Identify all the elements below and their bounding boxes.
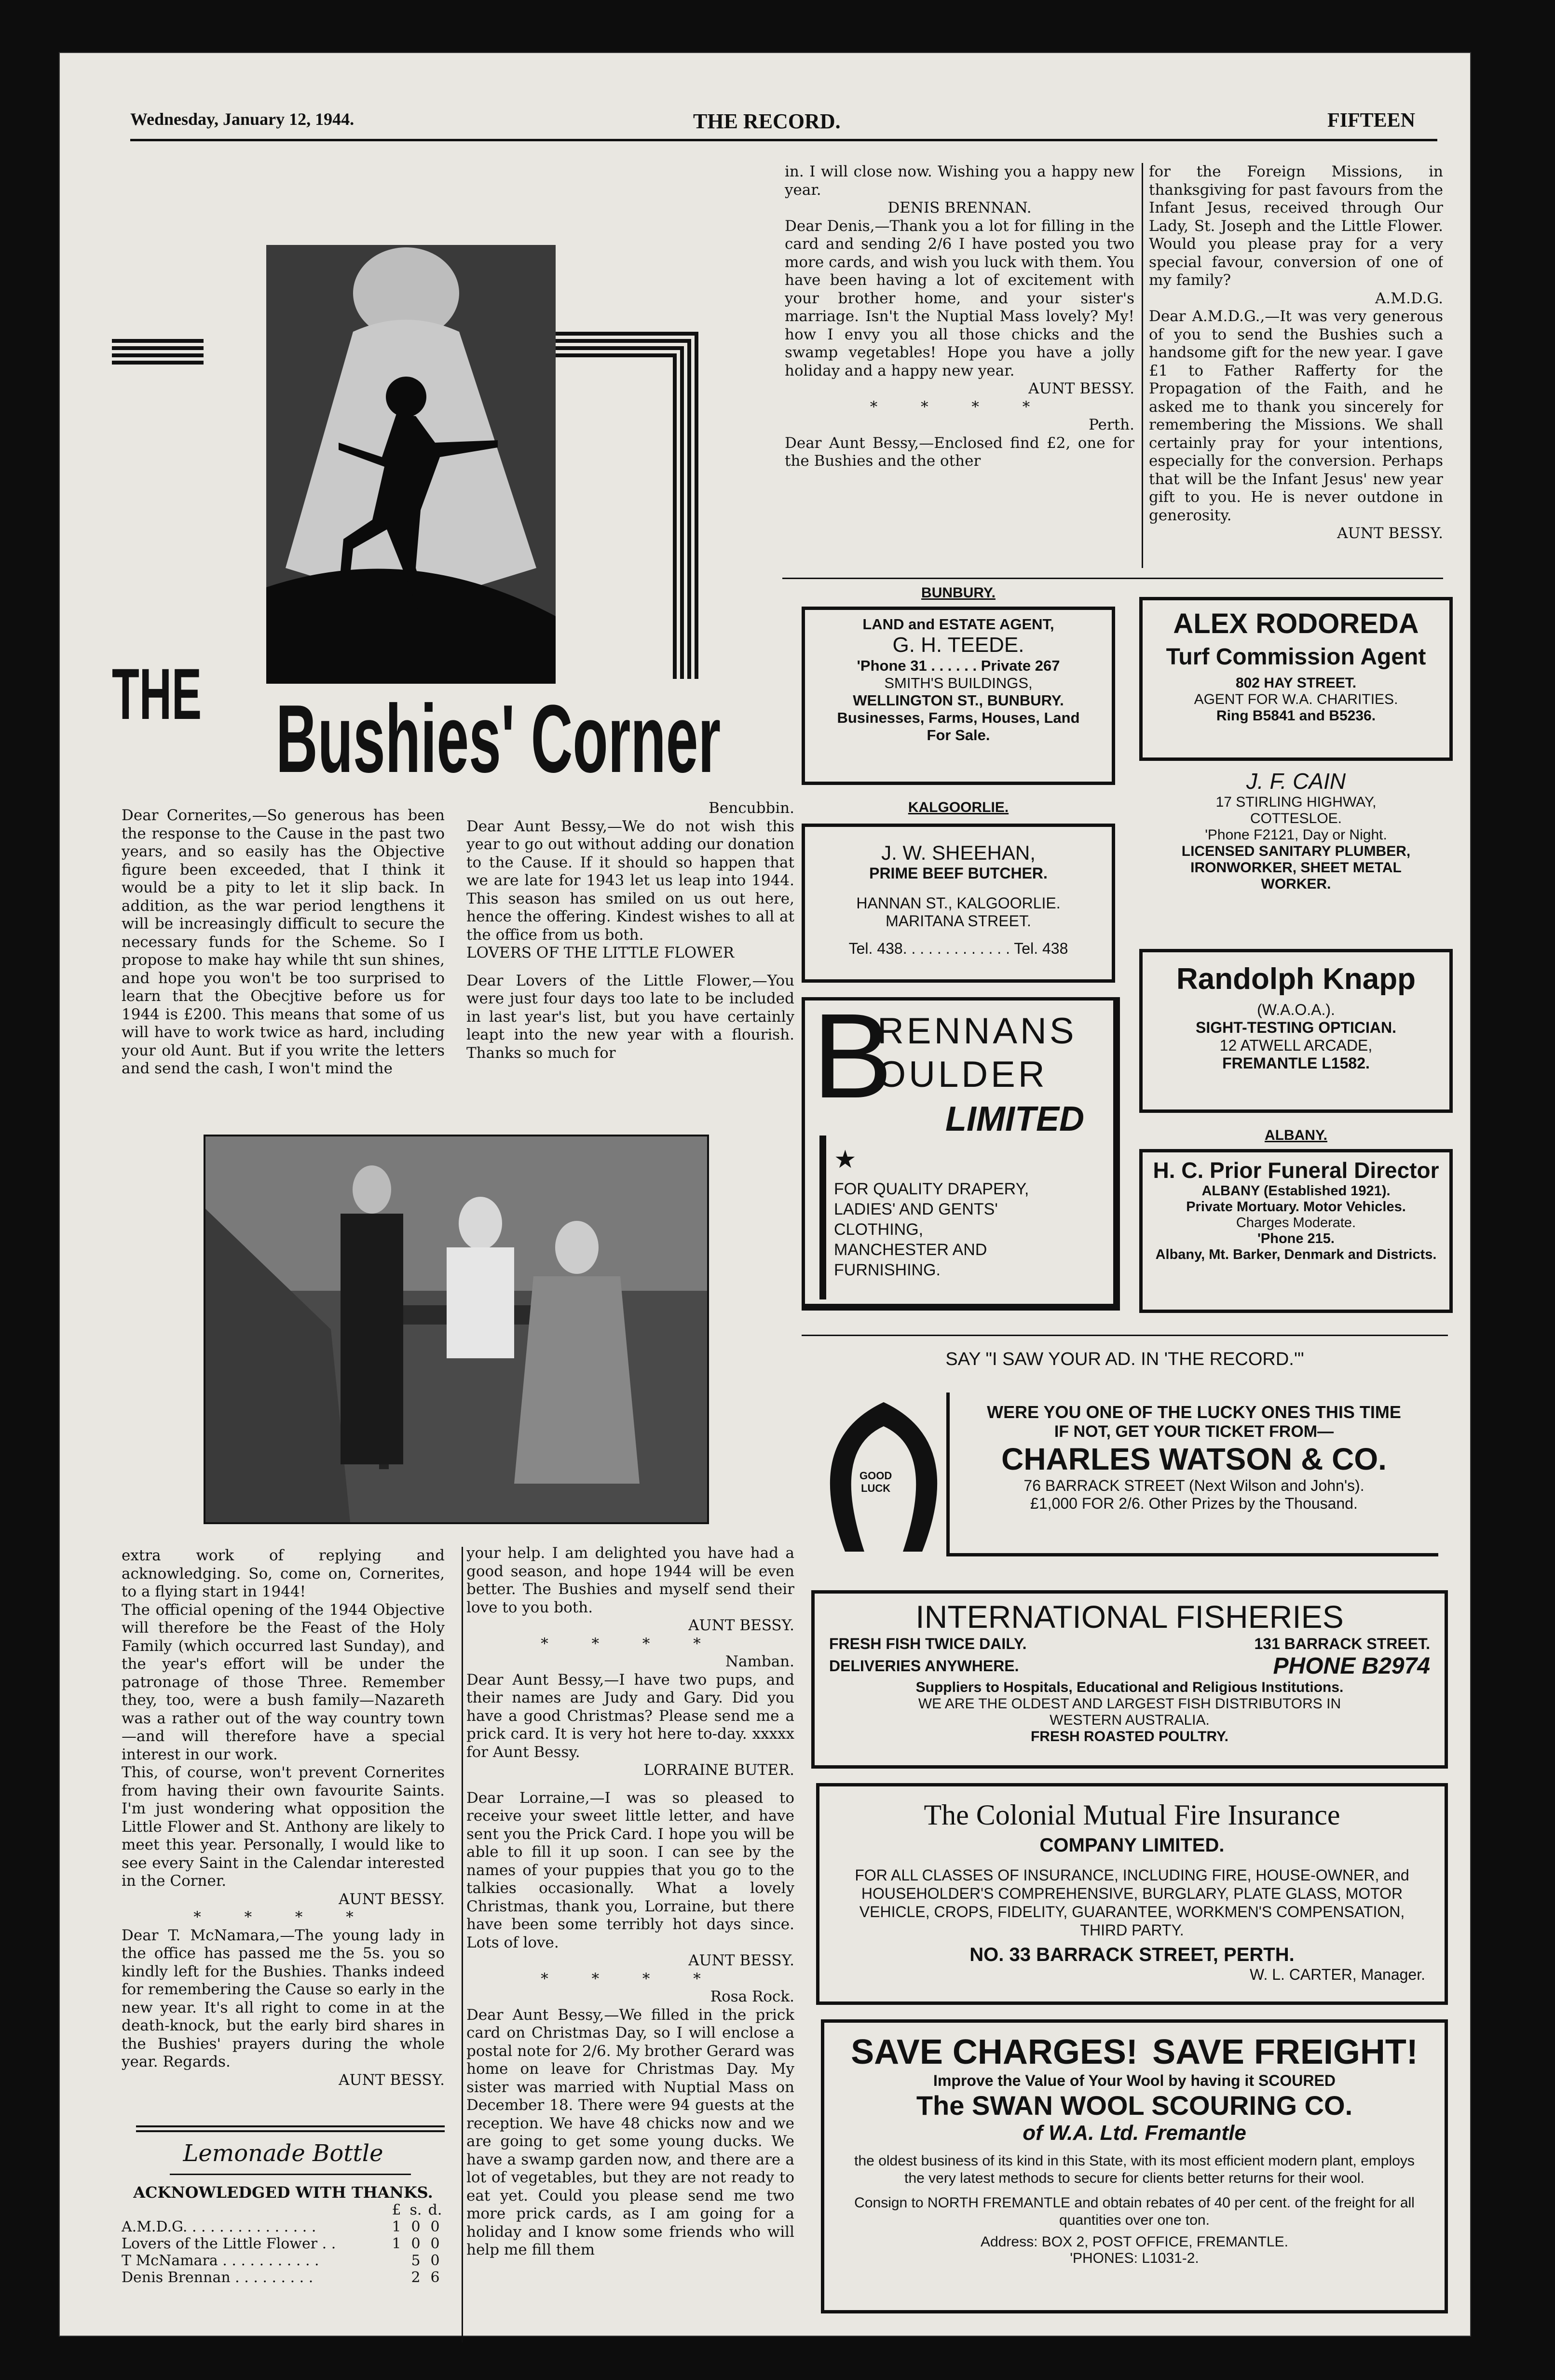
ad-line: of W.A. Ltd. Fremantle xyxy=(1023,2121,1246,2145)
letter-signature: A.M.D.G. xyxy=(1375,289,1443,307)
ad-line: The Colonial Mutual Fire Insurance xyxy=(924,1799,1340,1831)
ad-line: Improve the Value of Your Wool by having it SCOURED xyxy=(933,2072,1336,2089)
fisheries-ad xyxy=(811,1590,1448,1769)
letter-text: for the Foreign Missions, in thanksgiving for past favours from the Infant Jesus, received through Our Lady, St. Joseph and the Little Flower. Would you please pray for a very special favour, conversion of one of my family? xyxy=(1149,163,1443,289)
masthead xyxy=(112,173,845,793)
reply-text: Dear A.M.D.G.,—It was very generous of you to send the Bushies such a handsome gift for the new year. I gave £1 to Father Rafferty for the Propagation of the Faith, and he asked me to thank you sincerely for remembering the Missions. We shall certainly pray for your intentions, especially for the conversion. Perhaps that will be the Infant Jesus' new year gift to you. He is never outdone in generosity. xyxy=(1149,308,1443,524)
divider xyxy=(170,2174,411,2175)
ad-line: NO. 33 BARRACK STREET, PERTH. xyxy=(969,1944,1295,1965)
ad-line: Consign to NORTH FREMANTLE and obtain rebates of 40 per cent. of the freight for all quantities over one ton. xyxy=(854,2195,1415,2228)
ack-title: ACKNOWLEDGED WITH THANKS. xyxy=(133,2183,433,2202)
ad-line: 'Phone 31 . . . . . . Private 267 xyxy=(857,657,1060,674)
lemonade-heading: Lemonade Bottle xyxy=(183,2140,383,2167)
ad-line: FOR ALL CLASSES OF INSURANCE, INCLUDING FIRE, HOUSE-OWNER, and HOUSEHOLDER'S COMPREHENSIVE, BURGLARY, PLATE GLASS, MOTOR VEHICLE, CROPS, FIDELITY, GUARANTEE, WORKMEN'S COMPENSATION, THIRD PARTY. xyxy=(855,1866,1409,1939)
sheehan-ad xyxy=(802,824,1115,983)
ad-line: J. W. SHEEHAN, xyxy=(881,841,1036,864)
header-rule xyxy=(130,139,1437,141)
brennans-bar xyxy=(819,1136,826,1299)
section-rule xyxy=(782,578,1443,579)
column-3-upper xyxy=(785,163,1134,573)
ad-line: COMPANY LIMITED. xyxy=(1039,1835,1225,1856)
column-1-upper xyxy=(122,807,445,1139)
paragraph: The official opening of the 1944 Objective will therefore be the Feast of the Holy Family (which occurred last Sunday), and the year's effort will be under the patronage of those Three. Remember they, too, were a bush family—Nazareth was a rather out of the way country town—and will therefore have a special interest in our work. xyxy=(122,1601,445,1763)
watson-ad xyxy=(811,1393,1438,1576)
brennans-line1: RENNANS xyxy=(877,1011,1077,1052)
ad-line: LUCK xyxy=(861,1482,891,1494)
ad-line: SAVE CHARGES! xyxy=(851,2033,1138,2071)
ad-line: INTERNATIONAL FISHERIES xyxy=(915,1599,1344,1635)
colonial-ad xyxy=(816,1783,1448,2005)
ad-line: Ring B5841 and B5236. xyxy=(1216,708,1376,724)
paragraph: This, of course, won't prevent Cornerites from having their own favourite Saints. I'm just wondering what opposition the Little Flower and St. Anthony are likely to meet this year. Personally, I would like to see every Saint in the Calendar interested in the Corner. xyxy=(122,1764,445,1890)
prior-ad xyxy=(1139,1149,1453,1313)
ad-line: 'PHONES: L1031-2. xyxy=(1070,2250,1199,2266)
ad-line: 'Phone 215. xyxy=(1257,1231,1335,1246)
place-name: Namban. xyxy=(725,1653,794,1670)
ad-line: DELIVERIES ANYWHERE. xyxy=(829,1657,1019,1675)
separator-stars: * * * * xyxy=(870,398,1050,416)
phone-number: PHONE B2974 xyxy=(1273,1653,1430,1679)
horseshoe-label xyxy=(859,1470,892,1495)
ad-line: WELLINGTON ST., BUNBURY. xyxy=(853,692,1064,709)
albany-label: ALBANY. xyxy=(1264,1127,1327,1143)
ad-line: PRIME BEEF BUTCHER. xyxy=(869,865,1048,882)
fisheries-row xyxy=(829,1653,1430,1679)
place-name: Perth. xyxy=(1089,416,1134,433)
ack-table xyxy=(122,2202,445,2286)
letter-text: Dear Aunt Bessy,—Enclosed find £2, one for the Bushies and the other xyxy=(785,434,1134,470)
reply-text: Dear Denis,—Thank you a lot for filling in the card and sending 2/6 I have posted you two more cards, and wish you luck with them. You have been having a lot of excitement with your brother home, and your sister's marriage. Isn't the Nuptial Mass lovely? My! how I envy you all those chicks and the swamp vegetables! Hope you have a jolly holiday and a happy new year. xyxy=(785,217,1134,379)
ad-line: LICENSED SANITARY PLUMBER, xyxy=(1181,843,1411,859)
reply-signature: AUNT BESSY. xyxy=(1337,525,1443,542)
ad-line: CHARLES WATSON & CO. xyxy=(1001,1442,1387,1476)
letter-text: Dear Aunt Bessy,—We do not wish this year to go out without adding our donation to the Cause. If it should so happen that we are late for 1943 let us leap into 1944. This season has smiled on us out here, hence the offering. Kindest wishes to all at the office from us both. xyxy=(466,817,794,944)
paragraph: Dear Aunt Bessy,—We filled in the prick card on Christmas Day, so I will enclose a postal note for 2/6. My brother Gerard was home on leave for Christmas Day. My sister was married with Nuptial Mass on December 18. There were 94 guests at the reception. We have 48 chicks now and we are going to get some young ducks. We have a swamp garden now, and there are a lot of vegetables, but they are not ready to eat yet. Could you please send me two more prick cards, as I am going for a holiday and I know some friends who will help me fill them xyxy=(466,2006,794,2258)
ad-line: FURNISHING. xyxy=(834,1261,941,1279)
swan-ad xyxy=(821,2019,1448,2313)
ad-line: SMITH'S BUILDINGS, xyxy=(884,675,1033,691)
ad-line: 12 ATWELL ARCADE, xyxy=(1219,1037,1373,1054)
ad-line: Charges Moderate. xyxy=(1236,1215,1356,1231)
ad-line: (W.A.O.A.). xyxy=(1257,1001,1335,1018)
column-4-upper xyxy=(1149,163,1443,573)
letter-signature: DENIS BRENNAN. xyxy=(887,199,1032,216)
masthead-illustration xyxy=(112,173,845,737)
paragraph: Dear T. McNamara,—The young lady in the office has passed me the 5s. you so kindly left for the Bushies. Thanks indeed for remembering the Cause so early in the new year. It's all right to come in at the death-knock, but the early bird shares in the Bushies' prayers during the whole year. Regards. xyxy=(122,1926,445,2070)
divider xyxy=(136,2125,445,2127)
brennans-ad xyxy=(802,988,1120,1311)
paragraph: extra work of replying and acknowledging. So, come on, Cornerites, to a flying start in 1944! xyxy=(122,1547,445,1600)
ad-line: ALEX RODOREDA xyxy=(1173,608,1419,639)
ad-line: MARITANA STREET. xyxy=(886,912,1031,930)
ad-line: COTTESLOE. xyxy=(1250,811,1342,826)
ad-line: Turf Commission Agent xyxy=(1166,644,1426,670)
watson-text xyxy=(946,1393,1438,1556)
ad-line: SIGHT-TESTING OPTICIAN. xyxy=(1195,1019,1396,1036)
ad-line: the oldest business of its kind in this State, with its most efficient modern plant, employs the very latest methods to secure for clients better returns for their wool. xyxy=(854,2153,1415,2186)
ad-line: J. F. CAIN xyxy=(1246,769,1346,794)
ad-line: Albany, Mt. Barker, Denmark and Districts. xyxy=(1155,1247,1437,1262)
column-1-lower xyxy=(122,1547,445,2121)
ad-line: SAVE FREIGHT! xyxy=(1152,2033,1418,2071)
knapp-ad xyxy=(1139,949,1453,1113)
ad-line: 76 BARRACK STREET (Next Wilson and John's). xyxy=(1023,1477,1364,1494)
masthead-the: THE xyxy=(112,653,202,734)
swan-headline xyxy=(844,2032,1425,2072)
ad-line: Address: BOX 2, POST OFFICE, FREMANTLE. xyxy=(981,2234,1288,2250)
paper-name: THE RECORD. xyxy=(693,109,841,133)
ad-line: CLOTHING, xyxy=(834,1220,924,1239)
column-2-upper xyxy=(466,799,794,1147)
ad-line: 131 BARRACK STREET. xyxy=(1254,1635,1430,1652)
brennans-line2: OULDER xyxy=(877,1054,1048,1095)
separator-stars: * * * * xyxy=(541,1970,720,1988)
signature: AUNT BESSY. xyxy=(339,1890,445,1908)
column-2-lower xyxy=(466,1544,794,2345)
ad-line: G. H. TEEDE. xyxy=(892,633,1024,657)
ad-line: FREMANTLE L1582. xyxy=(1222,1055,1370,1072)
ad-line: 802 HAY STREET. xyxy=(1235,675,1357,691)
ad-line: WESTERN AUSTRALIA. xyxy=(1050,1712,1210,1728)
ad-line: LAND and ESTATE AGENT, xyxy=(862,616,1054,633)
signature: AUNT BESSY. xyxy=(688,1952,794,1969)
ad-line: W. L. CARTER, Manager. xyxy=(1250,1966,1425,1983)
signature: LORRAINE BUTER. xyxy=(643,1761,794,1779)
paragraph: Dear Lorraine,—I was so pleased to receive your sweet little letter, and have sent you the Prick Card. I hope you will be able to fill it up soon. I can see by the names of your puppies that you go to the talkies occasionally. What a lovely Christmas, thank you, Lorraine, but there have been some terribly hot days since. Lots of love. xyxy=(466,1789,794,1951)
column-divider xyxy=(462,1547,463,2342)
signature: AUNT BESSY. xyxy=(339,2071,445,2089)
ad-line: 17 STIRLING HIGHWAY, xyxy=(1215,794,1377,810)
fisheries-row xyxy=(829,1635,1430,1653)
ad-line: WORKER. xyxy=(1261,876,1331,892)
place-name: Bencubbin. xyxy=(709,799,794,817)
family-photograph xyxy=(204,1135,709,1524)
place-name: Rosa Rock. xyxy=(710,1988,794,2005)
ad-line: ALBANY (Established 1921). xyxy=(1201,1183,1391,1199)
table-row: Lovers of the Little Flower . . 1 0 0 xyxy=(122,2235,440,2252)
kalgoorlie-label: KALGOORLIE. xyxy=(908,799,1009,815)
newspaper-page xyxy=(59,52,1471,2337)
issue-date: Wednesday, January 12, 1944. xyxy=(130,109,355,129)
divider xyxy=(136,2130,445,2132)
separator-stars: * * * * xyxy=(193,1908,373,1926)
acknowledgements xyxy=(122,2183,445,2286)
section-rule xyxy=(802,1335,1448,1336)
masthead-title: Bushies' Corner xyxy=(276,685,721,793)
ad-line: 'Phone F2121, Day or Night. xyxy=(1205,827,1387,843)
opening-letter: Dear Cornerites,—So generous has been the response to the Cause in the past two years, and so easily has the Objective figure been exceeded, that I think it would be a pity to let it slip back. In addition, as the war period lengthens it will be increasingly difficult to secure the necessary funds for the Scheme. So I propose to make hay while tht sun shines, and hope you won't be too surprised to learn that the Obecjtive before us for 1944 is £200. This means that some of us will have to work twice as hard, including your old Aunt. But if you write the letters and send the cash, I won't mind the xyxy=(122,807,445,1077)
paragraph: Dear Aunt Bessy,—I have two pups, and their names are Judy and Gary. Did you have a good Christmas? Please send me a prick card. It is very hot here to-day. xxxxx for Aunt Bessy. xyxy=(466,1671,794,1761)
ad-line: For Sale. xyxy=(927,727,990,744)
brennans-limited: LIMITED xyxy=(945,1100,1084,1138)
page-number: FIFTEEN xyxy=(1327,109,1416,132)
ad-line: Suppliers to Hospitals, Educational and Religious Institutions. xyxy=(915,1679,1344,1695)
ad-line: LADIES' AND GENTS' xyxy=(834,1200,998,1218)
reply-text: Dear Lovers of the Little Flower,—You were just four days too late to be included in last year's list, but you have certainly leapt into the new year with a flourish. Thanks so much for xyxy=(466,972,794,1062)
paragraph: your help. I am delighted you have had a good season, and hope 1944 will be even better. The Bushies and myself send their love to you both. xyxy=(466,1544,794,1616)
unit-pounds: £ xyxy=(392,2202,401,2218)
ad-line: AGENT FOR W.A. CHARITIES. xyxy=(1194,691,1398,707)
ad-line: £1,000 FOR 2/6. Other Prizes by the Thousand. xyxy=(1030,1495,1358,1512)
ad-line: WERE YOU ONE OF THE LUCKY ONES THIS TIME xyxy=(987,1402,1401,1422)
teede-ad xyxy=(802,607,1115,785)
rodoreda-ad xyxy=(1139,597,1453,761)
ad-line: H. C. Prior Funeral Director xyxy=(1153,1158,1439,1183)
ad-line: FRESH FISH TWICE DAILY. xyxy=(829,1635,1027,1652)
say-banner: SAY "I SAW YOUR AD. IN 'THE RECORD.'" xyxy=(945,1349,1304,1369)
unit-pence: d. xyxy=(428,2202,442,2218)
ad-line: IF NOT, GET YOUR TICKET FROM— xyxy=(1054,1422,1334,1441)
unit-shillings: s. xyxy=(409,2202,422,2218)
ad-line: FOR QUALITY DRAPERY, xyxy=(834,1180,1029,1198)
cain-ad xyxy=(1139,768,1453,892)
reply-signature: AUNT BESSY. xyxy=(1028,380,1134,397)
table-row: T McNamara . . . . . . . . . . . 5 0 xyxy=(122,2252,440,2269)
letter-text: in. I will close now. Wishing you a happy new year. xyxy=(785,163,1134,199)
brennans-details xyxy=(834,1179,1029,1280)
ad-line: FRESH ROASTED POULTRY. xyxy=(1030,1729,1229,1744)
ad-line: WE ARE THE OLDEST AND LARGEST FISH DISTRIBUTORS IN xyxy=(918,1696,1341,1712)
bunbury-label: BUNBURY. xyxy=(921,585,996,601)
table-row: A.M.D.G. . . . . . . . . . . . . . . 1 0 0 xyxy=(122,2218,440,2235)
ad-line: GOOD xyxy=(859,1470,892,1482)
separator-stars: * * * * xyxy=(541,1635,720,1652)
letter-signature: LOVERS OF THE LITTLE FLOWER xyxy=(466,944,735,961)
signature: AUNT BESSY. xyxy=(688,1617,794,1634)
column-divider xyxy=(1142,163,1143,568)
ad-line: MANCHESTER AND xyxy=(834,1241,987,1259)
ad-line: Randolph Knapp xyxy=(1176,962,1416,996)
brennans-initial: B xyxy=(812,988,893,1123)
ad-line: IRONWORKER, SHEET METAL xyxy=(1190,860,1402,876)
ad-line: HANNAN ST., KALGOORLIE. xyxy=(856,894,1061,912)
ad-line: The SWAN WOOL SCOURING CO. xyxy=(916,2090,1353,2121)
ad-line: Tel. 438. . . . . . . . . . . . . Tel. 438 xyxy=(848,940,1068,957)
ad-line: Private Mortuary. Motor Vehicles. xyxy=(1186,1199,1406,1215)
star-icon: ★ xyxy=(834,1146,857,1174)
table-row: Denis Brennan . . . . . . . . . 2 6 xyxy=(122,2269,440,2286)
ad-line: Businesses, Farms, Houses, Land xyxy=(837,709,1080,726)
